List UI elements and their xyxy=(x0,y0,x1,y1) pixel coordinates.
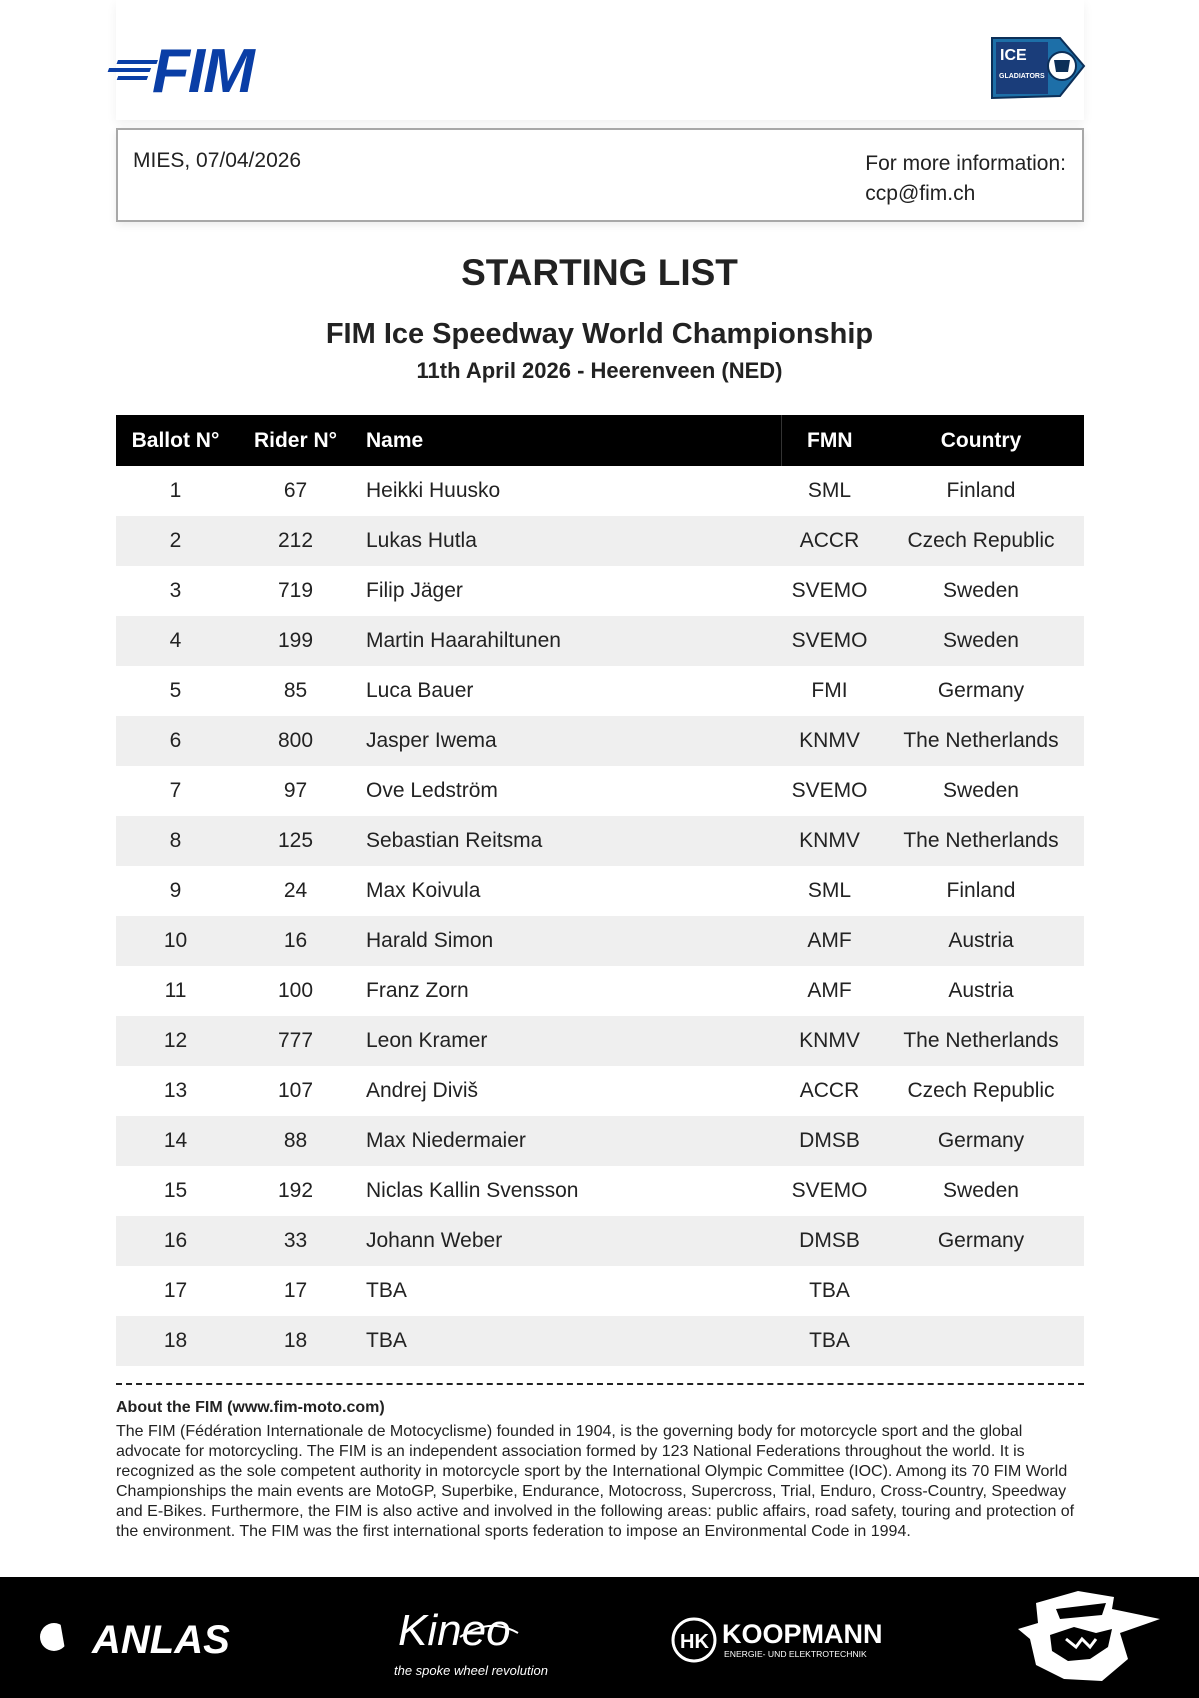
cell-fmn: AMF xyxy=(807,979,852,1002)
cell-country: Germany xyxy=(878,1116,1084,1166)
cell-rider-number: 88 xyxy=(235,1116,356,1166)
cell-rider-number: 212 xyxy=(235,516,356,566)
cell-name: Max Koivula xyxy=(366,879,481,902)
cell-fmn: SVEMO xyxy=(791,779,868,802)
cell-country: The Netherlands xyxy=(878,1016,1084,1066)
cell-name: Luca Bauer xyxy=(366,679,474,702)
table-row xyxy=(116,966,1084,1016)
contact-label: For more information: xyxy=(865,152,1066,175)
cell-ballot: 12 xyxy=(116,1016,235,1066)
cell-rider-number: 125 xyxy=(235,816,356,866)
table-row xyxy=(116,1016,1084,1066)
table-row xyxy=(116,566,1084,616)
koopmann-text: KOOPMANN xyxy=(722,1619,883,1649)
svg-text:ICE: ICE xyxy=(1000,47,1027,64)
cell-ballot: 9 xyxy=(169,879,182,902)
table-row xyxy=(116,816,1084,866)
cell-country: Finland xyxy=(946,479,1016,502)
table-row xyxy=(116,616,1084,666)
cell-rider-number: 17 xyxy=(283,1279,308,1302)
cell-rider-number: 18 xyxy=(235,1316,356,1366)
cell-name: Martin Haarahiltunen xyxy=(356,616,781,666)
cell-ballot: 11 xyxy=(164,979,187,1002)
cell-ballot: 10 xyxy=(116,916,235,966)
cell-name: Lukas Hutla xyxy=(356,516,781,566)
cell-country: Germany xyxy=(937,679,1025,702)
table-row xyxy=(116,866,1084,916)
cell-fmn: TBA xyxy=(781,1316,878,1366)
cell-fmn: TBA xyxy=(809,1279,850,1302)
table-row xyxy=(116,1266,1084,1316)
cell-fmn: SML xyxy=(807,479,852,502)
cell-rider-number: 97 xyxy=(283,779,308,802)
sponsor-footer xyxy=(0,1577,1199,1698)
cell-rider-number: 107 xyxy=(277,1079,314,1102)
svg-text:GLADIATORS: GLADIATORS xyxy=(999,73,1045,80)
table-row xyxy=(116,1216,1084,1266)
table-row xyxy=(116,766,1084,816)
location-date: MIES, 07/04/2026 xyxy=(133,149,302,172)
cell-name: Ove Ledström xyxy=(366,779,498,802)
cell-fmn: AMF xyxy=(781,916,878,966)
cell-name: Sebastian Reitsma xyxy=(356,816,781,866)
cell-rider-number: 85 xyxy=(283,679,308,702)
cell-ballot: 15 xyxy=(163,1179,188,1202)
cell-rider-number: 67 xyxy=(283,479,308,502)
cell-fmn: KNMV xyxy=(781,1016,878,1066)
cell-fmn: ACCR xyxy=(781,516,878,566)
ice-gladiators-badge xyxy=(990,36,1086,100)
cell-fmn: SML xyxy=(807,879,852,902)
cell-rider-number: 24 xyxy=(283,879,308,902)
cell-country: Sweden xyxy=(878,616,1084,666)
cell-rider-number: 199 xyxy=(235,616,356,666)
cell-name: Jasper Iwema xyxy=(356,716,781,766)
table-row xyxy=(116,1116,1084,1166)
cell-country: Austria xyxy=(878,916,1084,966)
kineo-tagline: the spoke wheel revolution xyxy=(394,1663,548,1678)
about-title: About the FIM (www.fim-moto.com) xyxy=(116,1399,385,1416)
cell-name: Heikki Huusko xyxy=(366,479,501,502)
cell-country: The Netherlands xyxy=(878,816,1084,866)
cell-country: Germany xyxy=(878,1216,1084,1266)
cell-country xyxy=(878,1266,1084,1316)
col-header-ballot: Ballot N° xyxy=(116,415,235,466)
cell-fmn: KNMV xyxy=(781,816,878,866)
cell-fmn: SVEMO xyxy=(781,616,878,666)
cell-name: Niclas Kallin Svensson xyxy=(366,1179,579,1202)
cell-rider-number: 33 xyxy=(235,1216,356,1266)
event-date-venue: 11th April 2026 - Heerenveen (NED) xyxy=(416,358,783,383)
cell-ballot: 5 xyxy=(169,679,182,702)
cell-country: Finland xyxy=(946,879,1016,902)
cell-country: Sweden xyxy=(943,579,1019,602)
about-text: The FIM (Fédération Internationale de Motocyclisme) founded in 1904, is the governing body for motorcycle sport and the global advocate for motorcycling. The FIM is an independent association formed by 123 National Federations throughout the world. It is recognized as the sole competent authority in motorcycle sport by the International Olympic Committee (IOC). Among its 70 FIM World Championships the main events are MotoGP, Superbike, Endurance, Motocross, Supercross, Trial, Enduro, Cross-Country, Speedway and E-Bikes. Furthermore, the FIM is also active and involved in the following areas: public affairs, road safety, touring and protection of the environment. The FIM was the first international sports federation to impose an Environmental Code in 1994. xyxy=(116,1423,1075,1540)
col-header-fmn: FMN xyxy=(781,415,878,466)
cell-fmn: KNMV xyxy=(781,716,878,766)
dashed-divider xyxy=(116,1383,1084,1385)
info-box xyxy=(116,128,1084,222)
cell-country xyxy=(878,1316,1084,1366)
cell-rider-number: 719 xyxy=(277,579,314,602)
cell-ballot: 18 xyxy=(116,1316,235,1366)
cell-fmn: DMSB xyxy=(781,1216,878,1266)
cell-country: Austria xyxy=(948,979,1014,1002)
koopmann-mark: HK xyxy=(680,1631,709,1653)
table-row xyxy=(116,516,1084,566)
fim-logo-text: FIM xyxy=(152,37,253,106)
cell-ballot: 1 xyxy=(169,479,182,502)
mascot-logo xyxy=(1016,1589,1166,1685)
cell-ballot: 6 xyxy=(116,716,235,766)
cell-rider-number: 777 xyxy=(235,1016,356,1066)
cell-ballot: 16 xyxy=(116,1216,235,1266)
cell-ballot: 17 xyxy=(163,1279,188,1302)
cell-name: Andrej Diviš xyxy=(366,1079,479,1102)
table-row xyxy=(116,1316,1084,1366)
cell-name: Johann Weber xyxy=(356,1216,781,1266)
cell-ballot: 8 xyxy=(116,816,235,866)
table-row xyxy=(116,466,1084,516)
cell-country: Czech Republic xyxy=(878,516,1084,566)
cell-name: Harald Simon xyxy=(356,916,781,966)
cell-name: Filip Jäger xyxy=(366,579,463,602)
table-row xyxy=(116,716,1084,766)
cell-country: Sweden xyxy=(943,1179,1019,1202)
cell-fmn: FMI xyxy=(811,679,848,702)
cell-fmn: ACCR xyxy=(799,1079,860,1102)
cell-ballot: 7 xyxy=(169,779,182,802)
cell-fmn: SVEMO xyxy=(791,1179,868,1202)
cell-country: Czech Republic xyxy=(907,1079,1055,1102)
koopmann-subtext: ENERGIE- UND ELEKTROTECHNIK xyxy=(724,1649,867,1659)
col-header-country: Country xyxy=(878,415,1084,466)
koopmann-logo xyxy=(672,1615,882,1665)
cell-name: Max Niedermaier xyxy=(356,1116,781,1166)
table-row xyxy=(116,916,1084,966)
fim-logo xyxy=(116,37,272,106)
cell-rider-number: 800 xyxy=(235,716,356,766)
cell-rider-number: 16 xyxy=(235,916,356,966)
anlas-text: ANLAS xyxy=(92,1618,230,1662)
cell-name: TBA xyxy=(356,1316,781,1366)
cell-name: TBA xyxy=(366,1279,407,1302)
starting-list-table xyxy=(116,415,1084,1366)
contact-info xyxy=(865,149,1066,209)
table-row xyxy=(116,1166,1084,1216)
col-header-rider: Rider N° xyxy=(235,415,356,466)
cell-fmn: DMSB xyxy=(781,1116,878,1166)
page-title: STARTING LIST xyxy=(461,252,738,293)
cell-name: Franz Zorn xyxy=(366,979,469,1002)
cell-country: Sweden xyxy=(943,779,1019,802)
kineo-text: Kineo xyxy=(398,1606,511,1655)
cell-ballot: 14 xyxy=(116,1116,235,1166)
cell-ballot: 2 xyxy=(116,516,235,566)
anlas-logo xyxy=(36,1615,240,1661)
cell-name: Leon Kramer xyxy=(356,1016,781,1066)
contact-email[interactable]: ccp@fim.ch xyxy=(865,182,976,205)
cell-rider-number: 192 xyxy=(277,1179,314,1202)
col-header-name: Name xyxy=(356,415,781,466)
table-header-row xyxy=(116,415,1084,466)
cell-ballot: 4 xyxy=(116,616,235,666)
table-row xyxy=(116,1066,1084,1116)
cell-fmn: SVEMO xyxy=(791,579,868,602)
kineo-logo xyxy=(390,1597,548,1681)
event-title: FIM Ice Speedway World Championship xyxy=(325,318,874,350)
table-row xyxy=(116,666,1084,716)
cell-ballot: 3 xyxy=(169,579,182,602)
cell-country: The Netherlands xyxy=(878,716,1084,766)
cell-rider-number: 100 xyxy=(277,979,314,1002)
cell-ballot: 13 xyxy=(163,1079,188,1102)
